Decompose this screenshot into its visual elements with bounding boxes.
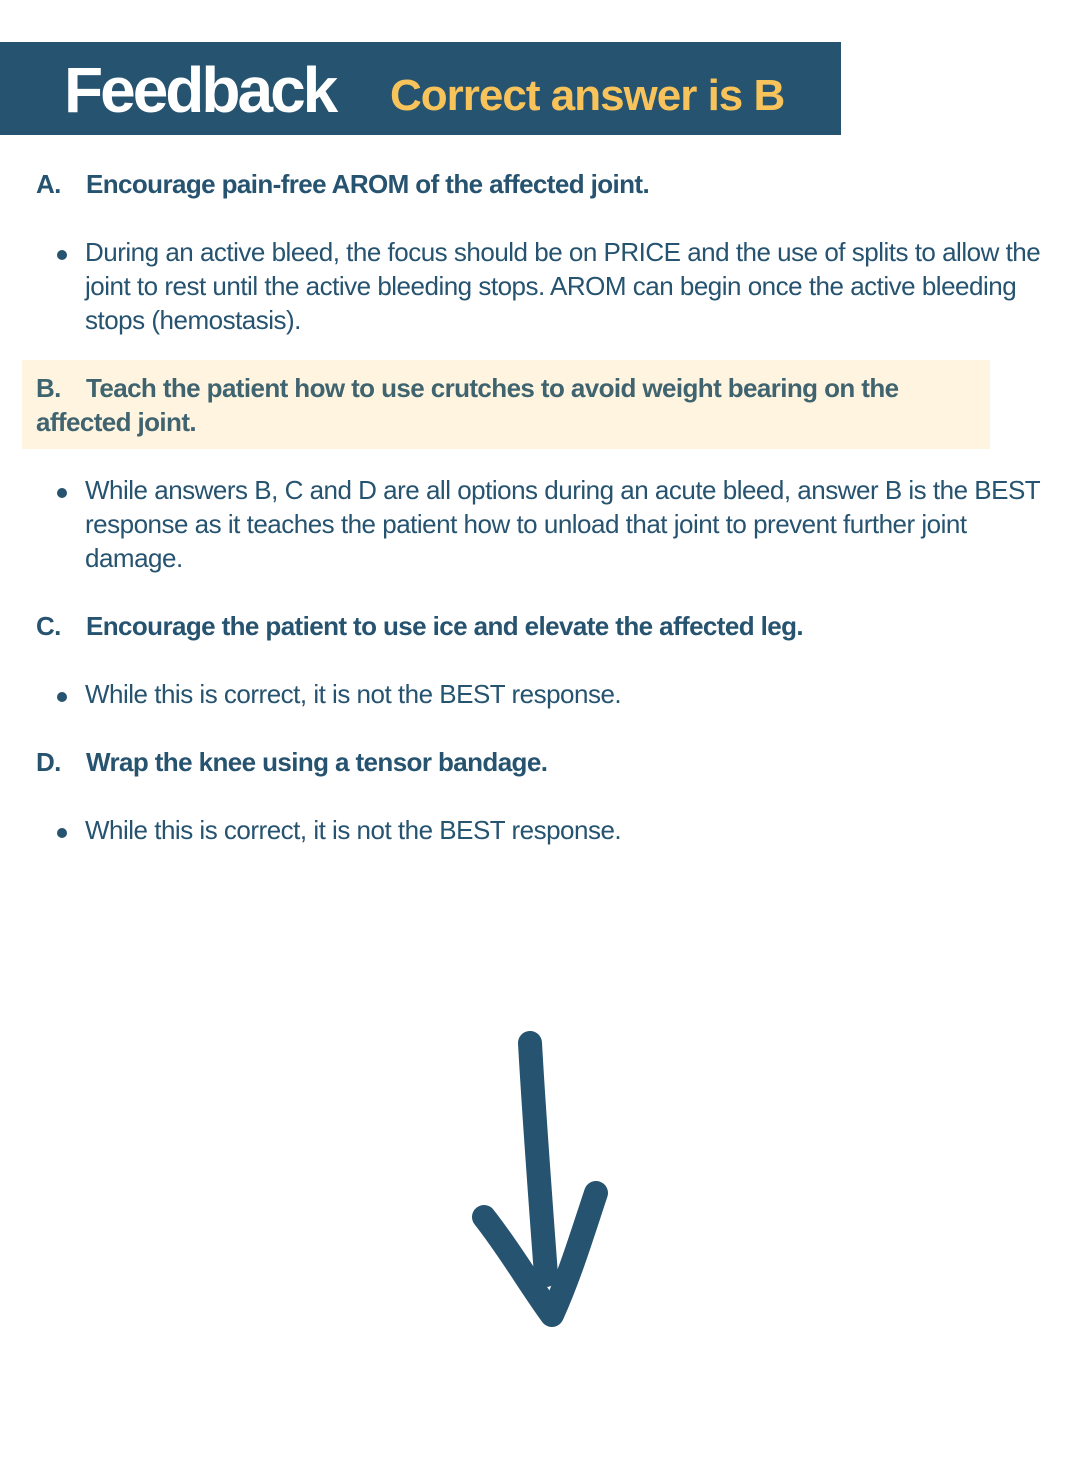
- bullet-dot-icon: [57, 250, 67, 260]
- option-text: Encourage the patient to use ice and elevate the affected leg.: [86, 611, 804, 641]
- feedback-text: While this is correct, it is not the BEST response.: [85, 679, 622, 709]
- feedback-bullet-a: [85, 235, 1045, 337]
- option-text: Encourage pain-free AROM of the affected joint.: [86, 169, 650, 199]
- option-letter: D.: [36, 747, 61, 777]
- bullet-dot-icon: [57, 692, 67, 702]
- option-letter: A.: [36, 169, 61, 199]
- option-text: Teach the patient how to use crutches to avoid weight bearing on the affected joint.: [36, 373, 899, 437]
- feedback-text: While this is correct, it is not the BEST response.: [85, 815, 622, 845]
- feedback-bullet-d: [85, 813, 1045, 847]
- feedback-bullet-b: [85, 473, 1045, 575]
- feedback-bullet-c: [85, 677, 1045, 711]
- bullet-dot-icon: [57, 828, 67, 838]
- option-letter: B.: [36, 373, 61, 403]
- option-d: [36, 745, 996, 779]
- page-title: Feedback: [64, 54, 336, 126]
- feedback-text: During an active bleed, the focus should be on PRICE and the use of splits to allow the joint to rest until the active bleeding stops. AROM can begin once the active bleeding stops (hemostasis).: [85, 237, 1041, 335]
- option-letter: C.: [36, 611, 61, 641]
- bullet-dot-icon: [57, 488, 67, 498]
- feedback-text: While answers B, C and D are all options during an acute bleed, answer B is the BEST response as it teaches the patient how to unload that joint to prevent further joint damage.: [85, 475, 1040, 573]
- option-text: Wrap the knee using a tensor bandage.: [86, 747, 548, 777]
- option-a: [36, 167, 996, 201]
- option-b: [36, 371, 996, 439]
- correct-answer-label: Correct answer is B: [390, 71, 785, 120]
- arrow-down-icon: [460, 1025, 620, 1335]
- option-c: [36, 609, 996, 643]
